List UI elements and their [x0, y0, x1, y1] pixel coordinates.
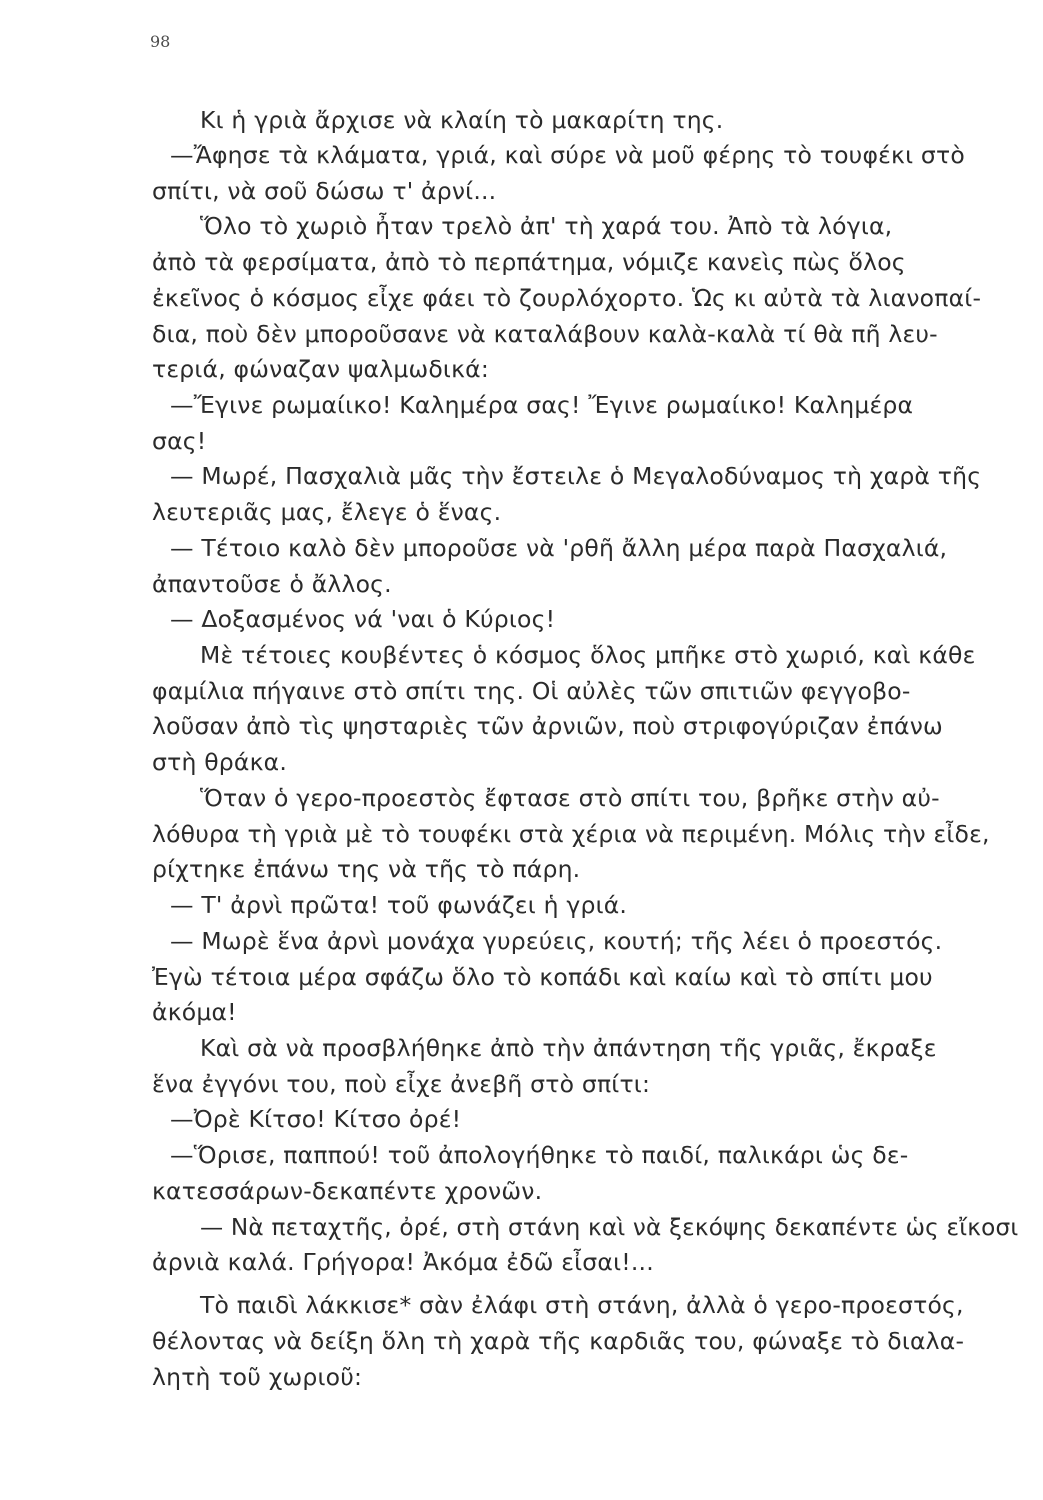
- text-line: λοῦσαν ἀπὸ τὶς ψησταριὲς τῶν ἀρνιῶν, ποὺ στριφογύριζαν ἐπάνω: [152, 712, 943, 740]
- text-line: Ὅλο τὸ χωριὸ ἦταν τρελὸ ἀπ' τὴ χαρά του. Ἀπὸ τὰ λόγια,: [200, 212, 893, 240]
- text-line: Μὲ τέτοιες κουβέντες ὁ κόσμος ὅλος μπῆκε στὸ χωριό, καὶ κάθε: [200, 641, 976, 669]
- text-line: —Ἄφησε τὰ κλάματα, γριά, καὶ σύρε νὰ μοῦ φέρης τὸ τουφέκι στὸ: [170, 141, 965, 169]
- text-line: σας!: [152, 427, 207, 455]
- text-line: Κι ἡ γριὰ ἄρχισε νὰ κλαίη τὸ μακαρίτη της.: [200, 106, 724, 134]
- text-line: σπίτι, νὰ σοῦ δώσω τ' ἀρνί...: [152, 177, 497, 205]
- text-line: —Ἔγινε ρωμαίικο! Καλημέρα σας! Ἔγινε ρωμαίικο! Καλημέρα: [170, 391, 914, 419]
- page-number: 98: [150, 32, 171, 51]
- text-line: —Ὀρὲ Κίτσο! Κίτσο ὀρέ!: [170, 1105, 462, 1133]
- text-line: κατεσσάρων-δεκαπέντε χρονῶν.: [152, 1177, 543, 1205]
- text-line: — Δοξασμένος νά 'ναι ὁ Κύριος!: [170, 605, 556, 633]
- text-line: ἐκεῖνος ὁ κόσμος εἶχε φάει τὸ ζουρλόχορτο. Ὡς κι αὐτὰ τὰ λιανοπαί-: [152, 284, 982, 312]
- text-line: θέλοντας νὰ δείξη ὅλη τὴ χαρὰ τῆς καρδιᾶς του, φώναξε τὸ διαλα-: [152, 1327, 965, 1355]
- text-line: ἀρνιὰ καλά. Γρήγορα! Ἀκόμα ἐδῶ εἶσαι!...: [152, 1248, 654, 1276]
- text-line: ἀπαντοῦσε ὁ ἄλλος.: [152, 570, 392, 598]
- text-line: ρίχτηκε ἐπάνω της νὰ τῆς τὸ πάρη.: [152, 855, 581, 883]
- text-line: στὴ θράκα.: [152, 748, 288, 776]
- text-line: λητὴ τοῦ χωριοῦ:: [152, 1363, 363, 1391]
- text-line: — Μωρὲ ἕνα ἀρνὶ μονάχα γυρεύεις, κουτή; τῆς λέει ὁ προεστός.: [170, 927, 943, 955]
- text-line: ἕνα ἐγγόνι του, ποὺ εἶχε ἀνεβῆ στὸ σπίτι:: [152, 1070, 651, 1098]
- text-line: Ὅταν ὁ γερο-προεστὸς ἔφτασε στὸ σπίτι του, βρῆκε στὴν αὐ-: [200, 784, 940, 812]
- text-line: — Νὰ πεταχτῆς, ὀρέ, στὴ στάνη καὶ νὰ ξεκόψης δεκαπέντε ὡς εἴκοσι: [200, 1213, 1019, 1241]
- text-line: ἀπὸ τὰ φερσίματα, ἀπὸ τὸ περπάτημα, νόμιζε κανεὶς πὼς ὅλος: [152, 248, 906, 276]
- text-line: — Μωρέ, Πασχαλιὰ μᾶς τὴν ἔστειλε ὁ Μεγαλοδύναμος τὴ χαρὰ τῆς: [170, 462, 982, 490]
- text-line: Ἐγὼ τέτοια μέρα σφάζω ὅλο τὸ κοπάδι καὶ καίω καὶ τὸ σπίτι μου: [152, 963, 933, 991]
- text-line: λευτεριᾶς μας, ἔλεγε ὁ ἕνας.: [152, 498, 502, 526]
- text-line: λόθυρα τὴ γριὰ μὲ τὸ τουφέκι στὰ χέρια νὰ περιμένη. Μόλις τὴν εἶδε,: [152, 820, 990, 848]
- text-line: Καὶ σὰ νὰ προσβλήθηκε ἀπὸ τὴν ἀπάντηση τῆς γριᾶς, ἔκραξε: [200, 1034, 937, 1062]
- text-line: Τὸ παιδὶ λάκκισε* σὰν ἐλάφι στὴ στάνη, ἀλλὰ ὁ γερο-προεστός,: [200, 1291, 964, 1319]
- text-line: δια, ποὺ δὲν μποροῦσανε νὰ καταλάβουν καλὰ-καλὰ τί θὰ πῆ λευ-: [152, 320, 938, 348]
- text-line: φαμίλια πήγαινε στὸ σπίτι της. Οἱ αὐλὲς τῶν σπιτιῶν φεγγοβο-: [152, 677, 911, 705]
- text-line: τεριά, φώναζαν ψαλμωδικά:: [152, 355, 489, 383]
- text-line: —Ὅρισε, παππού! τοῦ ἀπολογήθηκε τὸ παιδί, παλικάρι ὡς δε-: [170, 1141, 909, 1169]
- text-line: ἀκόμα!: [152, 998, 237, 1026]
- text-line: — Τ' ἀρνὶ πρῶτα! τοῦ φωνάζει ἡ γριά.: [170, 891, 628, 919]
- text-line: — Τέτοιο καλὸ δὲν μποροῦσε νὰ 'ρθῆ ἄλλη μέρα παρὰ Πασχαλιά,: [170, 534, 948, 562]
